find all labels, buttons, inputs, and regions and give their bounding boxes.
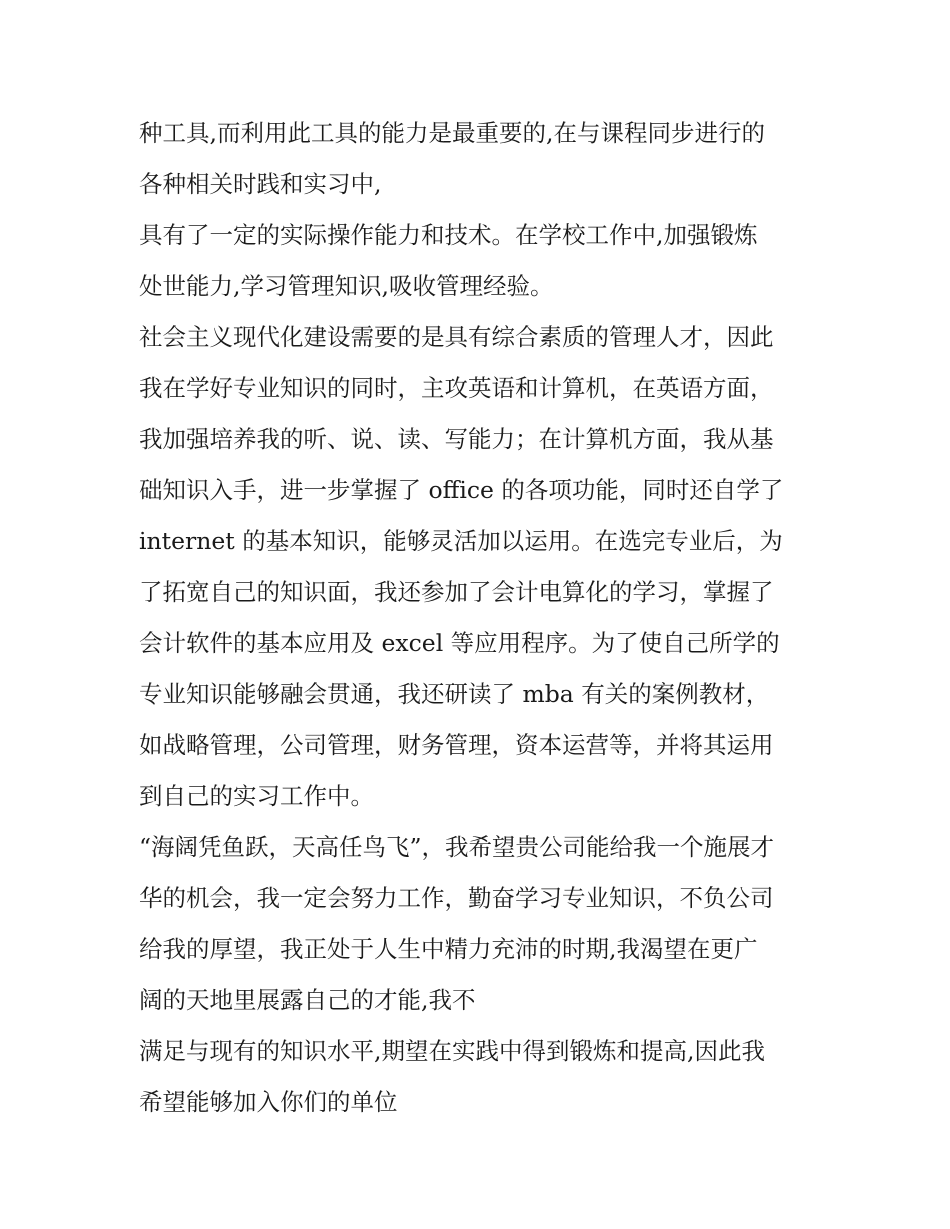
- text-line: 满足与现有的知识水平,期望在实践中得到锻炼和提高,因此我: [139, 1037, 765, 1065]
- text-line: “海阔凭鱼跃，天高任鸟飞”，我希望贵公司能给我一个施展才: [139, 833, 775, 861]
- text-line: 希望能够加入你们的单位: [139, 1088, 398, 1116]
- text-line: 我在学好专业知识的同时，主攻英语和计算机，在英语方面，: [139, 374, 774, 402]
- text-line: 给我的厚望，我正处于人生中精力充沛的时期,我渴望在更广: [139, 935, 758, 963]
- text-line: 了拓宽自己的知识面，我还参加了会计电算化的学习，掌握了: [139, 578, 774, 606]
- text-line: 阔的天地里展露自己的才能,我不: [139, 986, 476, 1014]
- text-line: internet 的基本知识，能够灵活加以运用。在选完专业后，为: [139, 527, 783, 555]
- text-line: 如战略管理，公司管理，财务管理，资本运营等，并将其运用: [139, 731, 774, 759]
- text-line: 会计软件的基本应用及 excel 等应用程序。为了使自己所学的: [139, 629, 780, 657]
- document-body: [139, 108, 829, 1128]
- text-line: 社会主义现代化建设需要的是具有综合素质的管理人才，因此: [139, 323, 774, 351]
- text-line: 各种相关时践和实习中,: [139, 170, 382, 198]
- text-line: 种工具,而利用此工具的能力是最重要的,在与课程同步进行的: [139, 119, 765, 147]
- text-line: 专业知识能够融会贯通，我还研读了 mba 有关的案例教材，: [139, 680, 770, 708]
- text-line: 我加强培养我的听、说、读、写能力；在计算机方面，我从基: [139, 425, 774, 453]
- text-line: 到自己的实习工作中。: [139, 782, 374, 810]
- text-line: 处世能力,学习管理知识,吸收管理经验。: [139, 272, 554, 300]
- text-line: 华的机会，我一定会努力工作，勤奋学习专业知识，不负公司: [139, 884, 774, 912]
- text-line: 础知识入手，进一步掌握了 office 的各项功能，同时还自学了: [139, 476, 784, 504]
- text-line: 具有了一定的实际操作能力和技术。在学校工作中,加强锻炼: [139, 221, 758, 249]
